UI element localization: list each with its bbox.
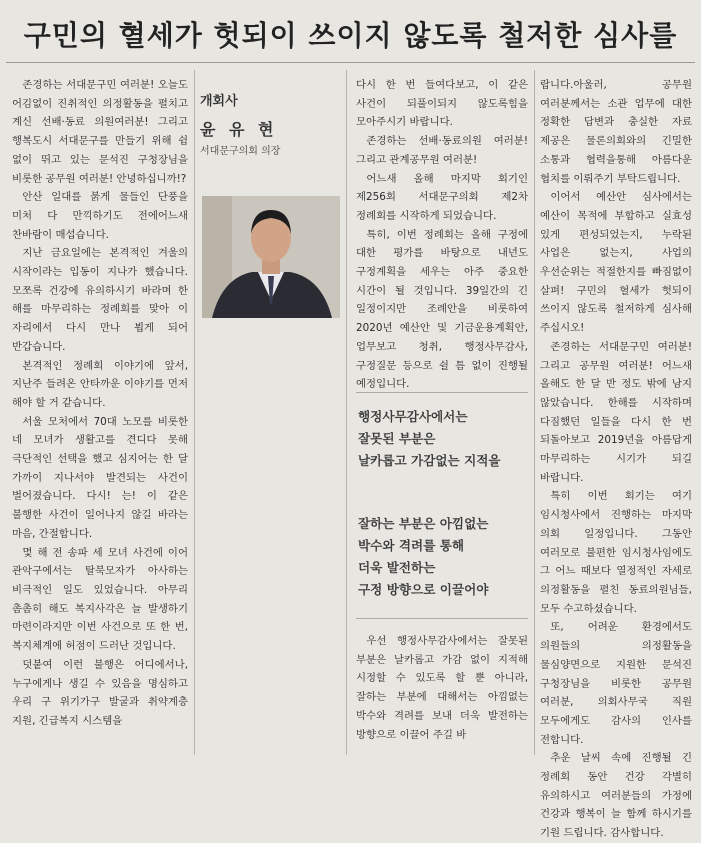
paragraph: 랍니다.아울러, 공무원 여러분께서는 소관 업무에 대한 정확한 답변과 충실한 자료 제공은 물론의회와의 긴밀한 소통과 협력을통해 아름다운 협치를 이뤄주기 부탁드립니다. <box>540 79 692 185</box>
column-divider <box>346 70 347 755</box>
paragraph: 몇 해 전 송파 세 모녀 사건에 이어 관악구에서는 탈북모자가 아사하는 비극적인 일도 있었습니다. 아무리 촘촘히 해도 복지사각은 늘 발생하기 마련이라지만 이번 사건으로 또 한 번, 복지체계에 허점이 드러난 것입니다. <box>12 546 188 653</box>
pullquote-line: 잘하는 부분은 아낌없는 <box>358 516 489 531</box>
pullquote-line: 행정사무감사에서는 <box>358 409 468 424</box>
article-column-3-top <box>356 76 528 394</box>
paragraph: 본격적인 정례회 이야기에 앞서, 지난주 들려온 안타까운 이야기를 먼저 해야 할 거 같습니다. <box>12 359 188 409</box>
headline-divider <box>6 62 695 63</box>
article-column-4 <box>540 76 692 843</box>
paragraph: 특히, 이번 정례회는 올해 구정에 대한 평가를 바탕으로 내년도 구정계획을 세우는 아주 중요한 시간이 될 것입니다. 39일간의 긴 일정이지만 조례안을 비롯하여 2020년 예산안 및 기금운용계획안, 업무보고 청취, 행정사무감사, 구정질문 등으로 쉴 틈 없이 진행될 예정입니다. <box>356 228 528 391</box>
pullquote-rule-top <box>356 392 528 393</box>
paragraph: 특히 이번 회기는 여기 임시청사에서 진행하는 마지막 의회 일정입니다. 그동안 여러모로 불편한 임시청사임에도 그 어느 때보다 열정적인 자세로 의정활동을 펼친 동료의원님들, 모두 수고하셨습니다. <box>540 490 692 615</box>
paragraph: 추운 날씨 속에 진행될 긴 정례회 동안 건강 각별히 유의하시고 여러분들의 가정에 건강과 행복이 늘 함께 하시기를 기원 드립니다. 감사합니다. <box>540 752 692 840</box>
pullquote-line: 박수와 격려를 통해 <box>358 538 465 553</box>
pullquote-line: 잘못된 부분은 <box>358 431 436 446</box>
author-name: 윤 유 현 <box>200 120 278 139</box>
article-column-1 <box>12 76 188 731</box>
column-divider <box>534 70 535 755</box>
paragraph: 지난 금요일에는 본격적인 겨울의 시작이라는 입동이 지나가 했습니다. 모쪼록 건강에 유의하시기 바라며 한 해를 마무리하는 정례회를 맞아 이 자리에서 다시 만나 뵙게 되어 반갑습니다. <box>12 247 188 353</box>
paragraph: 어느새 올해 마지막 회기인 제256회 서대문구의회 제2차 정례회를 시작하게 되었습니다. <box>356 172 528 222</box>
pullquote-1 <box>358 406 528 472</box>
article-column-3-bottom <box>356 632 528 744</box>
paragraph: 또, 어려운 환경에서도 의원들의 의정활동을 물심양면으로 지원한 문석진 구청장님을 비롯한 공무원 여러분, 의회사무국 직원 모두에게도 감사의 인사를 전합니다. <box>540 621 692 746</box>
pullquote-rule-bottom <box>356 618 528 619</box>
pullquote-line: 더욱 발전하는 <box>358 560 436 575</box>
pullquote-2 <box>358 513 528 601</box>
byline-tag: 개회사 <box>200 94 238 109</box>
pullquote-line: 날카롭고 가감없는 지적을 <box>358 453 501 468</box>
paragraph: 존경하는 서대문구민 여러분! 오늘도 어김없이 진취적인 의정활동을 펼치고 계신 선배·동료 의원여러분! 그리고 행복도시 서대문구를 만들기 위해 쉼 없이 뛰고 있는 문석진 구청장님을 비롯한 공무원 여러분! 안녕하십니까!? <box>12 79 188 185</box>
paragraph: 이어서 예산안 심사에서는 예산이 목적에 부합하고 실효성 있게 편성되었는지, 누락된 사업은 없는지, 사업의 우선순위는 적절한지를 빠짐없이 살펴! 구민의 혈세가 헛되이 쓰이지 않도록 철저하게 심사해 주십시오! <box>540 191 692 335</box>
paragraph: 우선 행정사무감사에서는 잘못된 부분은 날카롭고 가감 없이 지적해 시정할 수 있도록 할 뿐 아니라, 잘하는 부분에 대해서는 아낌없는 박수와 격려를 보내 더욱 발전하는 방향으로 이끌어 주길 바 <box>356 635 528 741</box>
paragraph: 덧붙여 이런 불행은 어디에서나, 누구에게나 생길 수 있음을 명심하고 우리 구 위기가구 발굴과 취약계층 지원, 긴급복지 시스템을 <box>12 658 188 727</box>
author-role: 서대문구의회 의장 <box>200 146 281 157</box>
paragraph: 안산 일대를 붉게 물들인 단풍을 미처 다 만끽하기도 전에어느새 찬바람이 매섭습니다. <box>12 191 188 241</box>
paragraph: 존경하는 선배·동료의원 여러분! 그리고 관계공무원 여러분! <box>356 135 528 166</box>
paragraph: 존경하는 서대문구민 여러분! 그리고 공무원 여러분! 어느새 올해도 한 달 반 정도 밖에 남지 않았습니다. 한해를 시작하며 다짐했던 일들을 다시 한 번 되돌아보고 2019년을 아름답게 마무리하는 시기가 되길 바랍니다. <box>540 340 692 484</box>
pullquote-line: 구정 방향으로 이끌어야 <box>358 582 489 597</box>
author-photo <box>202 196 340 318</box>
headline: 구민의 혈세가 헛되이 쓰이지 않도록 철저한 심사를 <box>23 19 678 52</box>
paragraph: 다시 한 번 들여다보고, 이 같은 사건이 되풀이되지 않도록힘을 모아주시기 바랍니다. <box>356 79 528 129</box>
byline <box>200 90 340 157</box>
paragraph: 서울 모처에서 70대 노모를 비롯한 네 모녀가 생활고를 견디다 못해 극단적인 선택을 했고 심지어는 한 달 가까이 지나서야 발견되는 사건이 벌어졌습니다. 다시! 는! 이 같은 불행한 사건이 일어나지 않길 바라는 마음, 간절합니다. <box>12 415 188 540</box>
column-divider <box>194 70 195 755</box>
